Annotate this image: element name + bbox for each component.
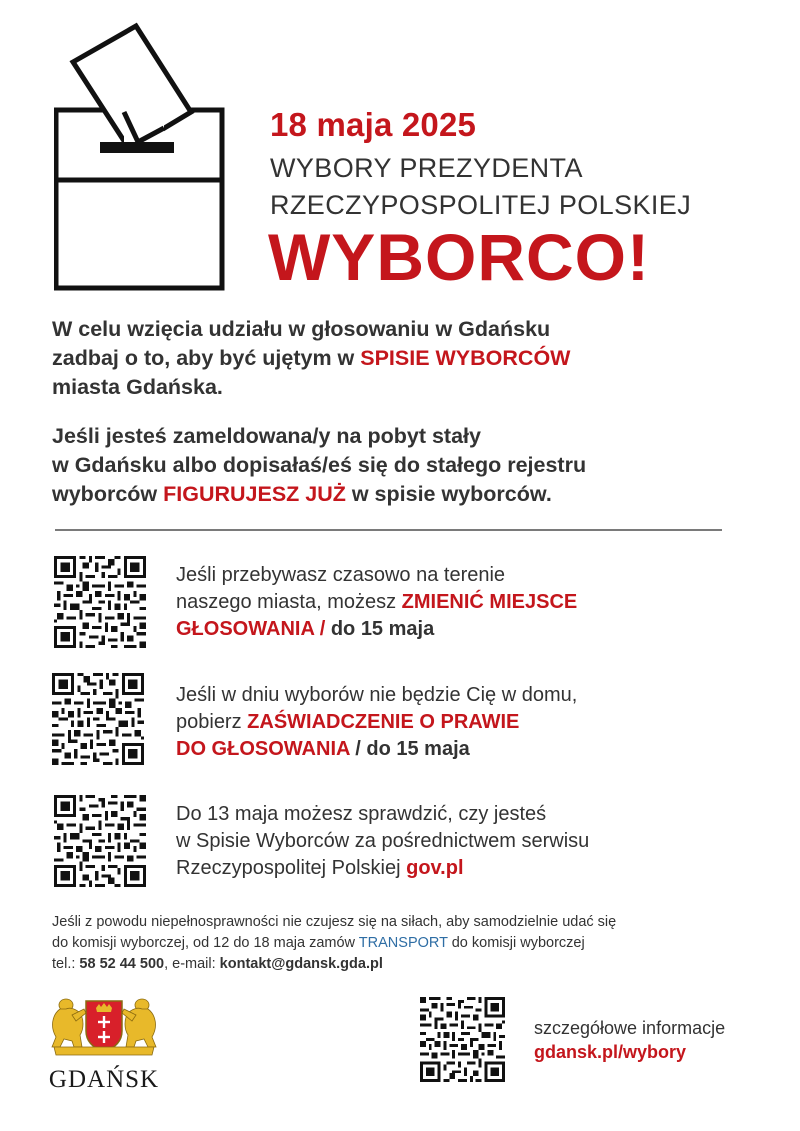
qr-code-change-voting-place[interactable] bbox=[54, 556, 146, 648]
info-line: Do 13 maja możesz sprawdzić, czy jesteś bbox=[176, 803, 547, 825]
intro-2-line-1: Jeśli jesteś zameldowana/y na pobyt stały bbox=[52, 424, 481, 448]
info-line bbox=[176, 589, 736, 616]
note-line bbox=[52, 954, 772, 975]
info-voting-certificate bbox=[176, 682, 736, 763]
divider bbox=[55, 529, 722, 531]
info-change-voting-place bbox=[176, 562, 736, 643]
more-info-link[interactable]: gdansk.pl/wybory bbox=[534, 1042, 687, 1062]
intro-paragraph-1 bbox=[52, 315, 752, 402]
election-date: 18 maja 2025 bbox=[270, 106, 477, 143]
deadline: / do 15 maja bbox=[349, 738, 470, 760]
election-subtitle bbox=[270, 150, 691, 224]
info-line bbox=[176, 709, 736, 736]
more-info bbox=[534, 1016, 725, 1064]
highlight: ZMIENIĆ MIEJSCE bbox=[401, 591, 578, 613]
headline: WYBORCO! bbox=[268, 220, 650, 294]
gdansk-logo bbox=[46, 995, 162, 1093]
info-line bbox=[176, 855, 736, 882]
gov-pl-link[interactable]: gov.pl bbox=[406, 857, 464, 879]
ballot-box-icon bbox=[54, 22, 226, 292]
info-line: Jeśli przebywasz czasowo na terenie bbox=[176, 564, 506, 586]
text: do komisji wyborczej, od 12 do 18 maja zamów bbox=[52, 935, 359, 951]
subtitle-line-2: RZECZYPOSPOLITEJ POLSKIEJ bbox=[270, 190, 692, 220]
intro-1-line-1: W celu wzięcia udziału w głosowaniu w Gdańsku bbox=[52, 317, 551, 341]
intro-1-line-3: miasta Gdańska. bbox=[52, 375, 223, 399]
text: , e-mail: bbox=[164, 956, 220, 972]
highlight: GŁOSOWANIA / bbox=[176, 618, 326, 640]
highlight-already-listed: FIGURUJESZ JUŻ bbox=[163, 482, 346, 506]
intro-paragraph-2 bbox=[52, 422, 752, 509]
more-info-label: szczegółowe informacje bbox=[534, 1018, 726, 1038]
info-line: Jeśli w dniu wyborów nie będzie Cię w domu, bbox=[176, 684, 578, 706]
text: tel.: bbox=[52, 956, 80, 972]
note-line: Jeśli z powodu niepełnosprawności nie czujesz się na siłach, aby samodzielnie udać się bbox=[52, 914, 617, 930]
highlight: ZAŚWIADCZENIE O PRAWIE bbox=[247, 711, 520, 733]
intro-2-line-3 bbox=[52, 480, 752, 509]
gdansk-coat-of-arms-icon bbox=[46, 995, 162, 1057]
phone-number[interactable]: 58 52 44 500 bbox=[79, 956, 165, 972]
info-line bbox=[176, 616, 736, 643]
qr-code-more-info[interactable] bbox=[420, 997, 505, 1082]
text: wyborców bbox=[52, 482, 164, 506]
highlight-voter-list: SPISIE WYBORCÓW bbox=[360, 346, 571, 370]
note-line bbox=[52, 933, 772, 954]
text: Rzeczypospolitej Polskiej bbox=[176, 857, 407, 879]
intro-1-line-2 bbox=[52, 344, 752, 373]
transport-highlight: TRANSPORT bbox=[358, 935, 448, 951]
intro-2-line-2: w Gdańsku albo dopisałaś/eś się do stałego rejestru bbox=[52, 453, 587, 477]
qr-code-check-voter-list[interactable] bbox=[54, 795, 146, 887]
text: do komisji wyborczej bbox=[447, 935, 585, 951]
highlight: DO GŁOSOWANIA bbox=[176, 738, 350, 760]
text: zadbaj o to, aby być ujętym w bbox=[52, 346, 361, 370]
qr-code-voting-certificate[interactable] bbox=[52, 673, 144, 765]
text: pobierz bbox=[176, 711, 248, 733]
text: naszego miasta, możesz bbox=[176, 591, 402, 613]
info-line: w Spisie Wyborców za pośrednictwem serwisu bbox=[176, 830, 590, 852]
deadline: do 15 maja bbox=[325, 618, 435, 640]
logo-wordmark: GDAŃSK bbox=[48, 1066, 160, 1093]
email-address[interactable]: kontakt@gdansk.gda.pl bbox=[219, 956, 383, 972]
info-line bbox=[176, 736, 736, 763]
info-check-voter-list bbox=[176, 801, 736, 882]
text: w spisie wyborców. bbox=[345, 482, 552, 506]
transport-note bbox=[52, 912, 772, 975]
subtitle-line-1: WYBORY PREZYDENTA bbox=[270, 153, 583, 183]
